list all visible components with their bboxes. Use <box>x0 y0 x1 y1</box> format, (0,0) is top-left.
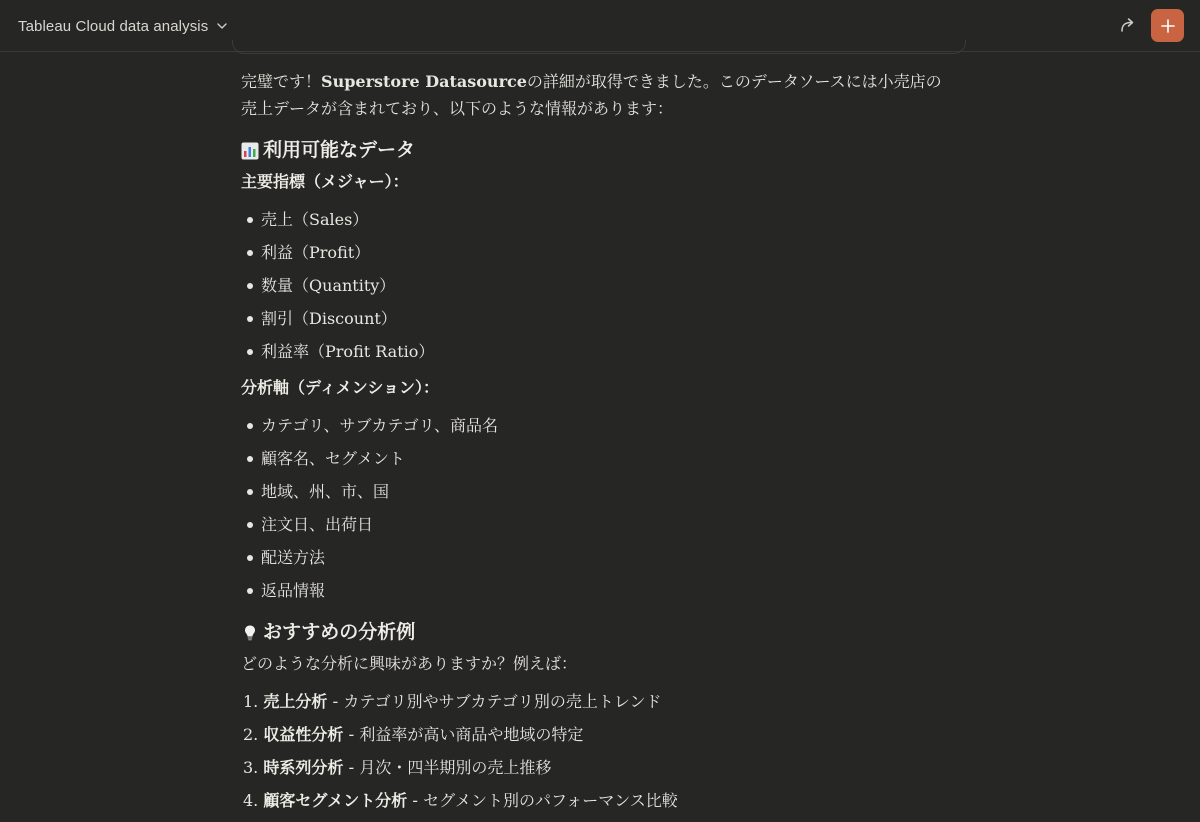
list-item <box>247 511 373 538</box>
bullet-dot <box>247 316 253 322</box>
section-heading-text: おすすめの分析例 <box>263 621 416 643</box>
item-title: 時系列分析 <box>263 758 344 777</box>
list-item-text: 数量 <box>261 276 294 295</box>
intro-line-2: 売上データが含まれており、以下のような情報があります： <box>241 99 674 118</box>
list-item-english: （Discount） <box>293 309 397 328</box>
list-item-text: 割引 <box>261 309 294 328</box>
item-description: - 月次・四半期別の売上推移 <box>343 758 552 777</box>
list-item-text: 顧客名、セグメント <box>261 449 405 468</box>
list-item <box>247 206 368 233</box>
bullet-dot <box>247 217 253 223</box>
lightbulb-icon <box>241 624 259 642</box>
share-button[interactable] <box>1114 11 1142 39</box>
item-number: 4. <box>243 791 259 810</box>
list-item-text: 利益率 <box>261 342 310 361</box>
dimensions-label: 分析軸（ディメンション）： <box>241 378 440 397</box>
bullet-dot <box>247 522 253 528</box>
item-number: 3. <box>243 758 259 777</box>
bullet-dot <box>247 489 253 495</box>
plus-icon <box>1160 18 1176 34</box>
section-heading-available-data <box>241 137 415 164</box>
list-item-text: 地域、州、市、国 <box>261 482 390 501</box>
intro-line-1 <box>241 68 942 95</box>
bullet-dot <box>247 423 253 429</box>
bullet-dot <box>247 250 253 256</box>
list-item <box>247 544 325 571</box>
datasource-name: Superstore Datasource <box>321 72 527 91</box>
measures-label: 主要指標（メジャー）： <box>241 172 409 191</box>
section-heading-text: 利用可能なデータ <box>263 139 416 161</box>
intro-suffix: の詳細が取得できました。このデータソースには小売店の <box>526 72 942 91</box>
item-description: - 利益率が高い商品や地域の特定 <box>343 725 584 744</box>
item-title: 売上分析 <box>263 692 328 711</box>
conversation-title: Tableau Cloud data analysis <box>18 17 209 35</box>
chevron-down-icon <box>216 20 228 32</box>
list-item <box>247 239 370 266</box>
bar-chart-icon <box>241 142 259 160</box>
list-item-text: カテゴリ、サブカテゴリ、商品名 <box>261 416 498 435</box>
list-item-text: 配送方法 <box>261 548 326 567</box>
list-item-english: （Quantity） <box>293 276 396 295</box>
item-title: 顧客セグメント分析 <box>263 791 408 810</box>
conversation-title-menu[interactable] <box>18 14 228 38</box>
list-item <box>247 305 397 332</box>
list-item <box>247 478 389 505</box>
item-title: 収益性分析 <box>263 725 344 744</box>
item-number: 2. <box>243 725 259 744</box>
list-item <box>247 272 395 299</box>
item-description: - カテゴリ別やサブカテゴリ別の売上トレンド <box>327 692 662 711</box>
list-item <box>247 445 405 472</box>
list-item-text: 注文日、出荷日 <box>261 515 374 534</box>
bullet-dot <box>247 349 253 355</box>
numbered-item <box>243 721 583 748</box>
bullet-dot <box>247 456 253 462</box>
list-item-text: 利益 <box>261 243 294 262</box>
section-heading-analysis-examples <box>241 619 415 646</box>
list-item <box>247 412 498 439</box>
share-icon <box>1118 15 1138 35</box>
list-item-english: （Sales） <box>293 210 369 229</box>
list-item-english: （Profit） <box>293 243 371 262</box>
new-chat-button[interactable] <box>1151 9 1184 42</box>
list-item-text: 売上 <box>261 210 294 229</box>
list-item-english: （Profit Ratio） <box>309 342 435 361</box>
list-item <box>247 577 325 604</box>
previous-message-edge <box>232 40 966 54</box>
intro-prefix: 完璧です！ <box>241 72 322 91</box>
list-item <box>247 338 434 365</box>
bullet-dot <box>247 283 253 289</box>
numbered-item <box>243 688 661 715</box>
item-description: - セグメント別のパフォーマンス比較 <box>407 791 678 810</box>
item-number: 1. <box>243 692 259 711</box>
analysis-question: どのような分析に興味がありますか？例えば： <box>241 654 578 673</box>
list-item-text: 返品情報 <box>261 581 326 600</box>
numbered-item <box>243 754 551 781</box>
bullet-dot <box>247 555 253 561</box>
numbered-item <box>243 787 678 814</box>
bullet-dot <box>247 588 253 594</box>
